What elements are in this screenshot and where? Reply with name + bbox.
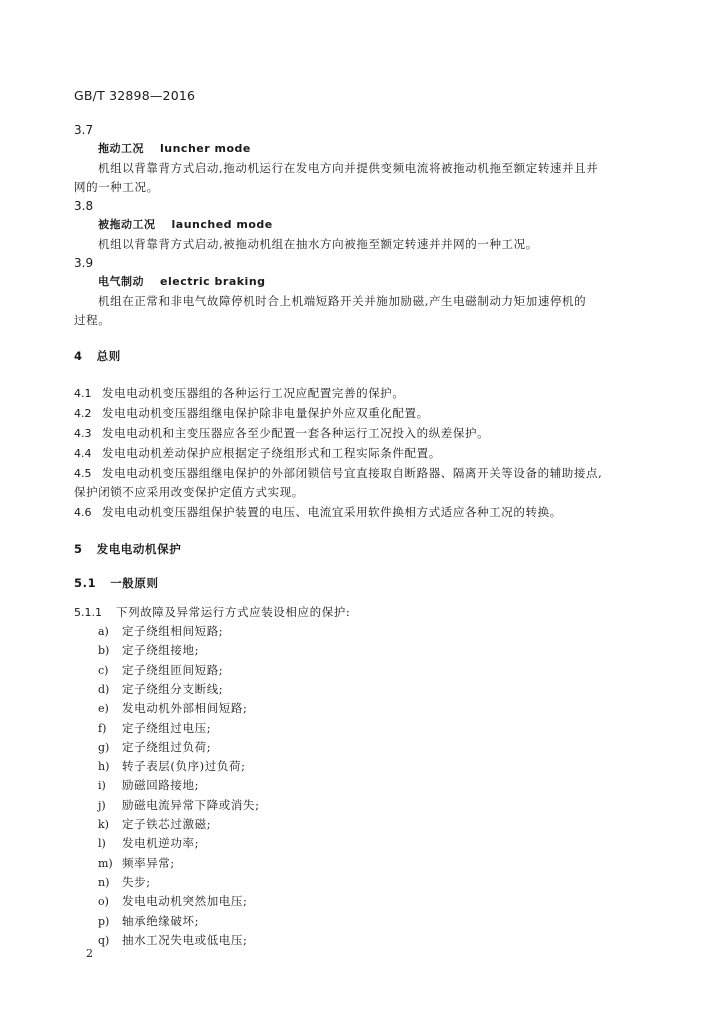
clause <box>74 605 350 620</box>
section-number: 5 <box>74 542 83 556</box>
list-item <box>98 817 211 832</box>
list-item-text: 频率异常; <box>122 855 175 870</box>
list-item-text: 定子绕组接地; <box>122 643 200 658</box>
list-item <box>98 933 247 948</box>
list-item <box>98 721 211 736</box>
list-item <box>98 798 260 813</box>
list-item-marker: c) <box>98 663 109 677</box>
list-item <box>98 875 151 890</box>
list-item-marker: e) <box>98 702 109 716</box>
rule-item <box>74 466 602 481</box>
list-item-marker: a) <box>98 625 109 638</box>
term-definition-line: 网的一种工况。 <box>74 180 159 194</box>
rule-number: 4.3 <box>74 427 92 440</box>
section-title: 总则 <box>96 349 121 363</box>
list-item-text: 失步; <box>122 874 151 889</box>
section-heading <box>74 349 121 363</box>
list-item-marker: i) <box>98 779 106 793</box>
section-number: 4 <box>74 349 83 363</box>
term-title-zh: 拖动工况 <box>98 142 144 155</box>
list-item-text: 励磁电流异常下降或消失; <box>122 797 260 812</box>
list-item-marker: k) <box>98 818 109 831</box>
term-definition-line: 机组在正常和非电气故障停机时合上机端短路开关并施加励磁,产生电磁制动力矩加速停机的 <box>98 294 587 308</box>
list-item-text: 抽水工况失电或低电压; <box>122 932 248 947</box>
list-item <box>98 836 199 851</box>
list-item-text: 励磁回路接地; <box>122 778 200 793</box>
list-item-text: 定子绕组相间短路; <box>122 624 224 638</box>
rule-number: 4.6 <box>74 506 92 519</box>
term-title <box>98 275 266 289</box>
rule-item <box>74 446 441 461</box>
rule-text: 发电电动机变压器组继电保护的外部闭锁信号宜直接取自断路器、隔离开关等设备的辅助接点, <box>102 466 603 480</box>
list-item-marker: f) <box>98 721 107 735</box>
list-item-text: 发电动机外部相间短路; <box>122 701 248 716</box>
rule-item <box>74 406 429 421</box>
section-heading <box>74 542 181 556</box>
list-item-text: 定子铁芯过激磁; <box>122 817 212 831</box>
rule-number: 4.4 <box>74 447 92 460</box>
section-title: 发电电动机保护 <box>96 542 182 556</box>
term-definition-line: 机组以背靠背方式启动,被拖动机组在抽水方向被拖至额定转速并并网的一种工况。 <box>98 237 538 251</box>
subsection-title: 一般原则 <box>110 576 159 590</box>
term-number: 3.8 <box>74 199 94 213</box>
rule-text-continuation: 保护闭锁不应采用改变保护定值方式实现。 <box>74 485 304 499</box>
list-item-marker: o) <box>98 895 109 909</box>
list-item-text: 定子绕组过电压; <box>122 720 212 735</box>
list-item-marker: p) <box>98 914 110 928</box>
list-item-text: 定子绕组分支断线; <box>122 681 224 696</box>
rule-item <box>74 505 562 520</box>
term-title-zh: 电气制动 <box>98 275 144 288</box>
standard-number: GB/T 32898—2016 <box>74 88 196 103</box>
list-item-marker: n) <box>98 875 110 889</box>
term-number: 3.7 <box>74 123 94 137</box>
list-item-marker: g) <box>98 740 110 754</box>
list-item <box>98 663 223 678</box>
subsection-number: 5.1 <box>74 576 97 590</box>
clause-number: 5.1.1 <box>74 606 102 619</box>
list-item-text: 转子表层(负序)过负荷; <box>122 759 246 774</box>
term-title <box>98 218 273 232</box>
list-item-text: 轴承绝缘破坏; <box>122 913 200 928</box>
term-title-en: luncher mode <box>160 142 251 155</box>
term-title <box>98 142 251 156</box>
rule-text: 发电电动机变压器组保护装置的电压、电流宜采用软件换相方式适应各种工况的转换。 <box>102 505 562 519</box>
rule-number: 4.1 <box>74 387 92 400</box>
term-number: 3.9 <box>74 256 94 270</box>
rule-text: 发电电动机和主变压器应各至少配置一套各种运行工况投入的纵差保护。 <box>102 426 490 440</box>
term-definition-line: 过程。 <box>74 313 111 327</box>
list-item <box>98 914 199 929</box>
clause-text: 下列故障及异常运行方式应装设相应的保护: <box>116 605 351 619</box>
rule-text: 发电电动机差动保护应根据定子绕组形式和工程实际条件配置。 <box>102 446 441 460</box>
rule-item <box>74 426 489 441</box>
rule-number: 4.2 <box>74 407 92 420</box>
list-item-text: 发电电动机突然加电压; <box>122 894 248 909</box>
list-item <box>98 624 223 639</box>
term-definition-line: 机组以背靠背方式启动,拖动机运行在发电方向并提供变频电流将被拖动机拖至额定转速并且并 <box>98 161 599 175</box>
rule-text: 发电电动机变压器组的各种运行工况应配置完善的保护。 <box>102 386 405 400</box>
list-item-marker: j) <box>98 798 106 812</box>
list-item-marker: h) <box>98 760 110 774</box>
list-item-text: 发电机逆功率; <box>122 836 200 851</box>
rule-item <box>74 386 405 401</box>
rule-number: 4.5 <box>74 467 92 480</box>
list-item <box>98 740 211 755</box>
list-item-marker: m) <box>98 856 113 870</box>
list-item-marker: l) <box>98 837 106 851</box>
list-item <box>98 682 223 697</box>
rule-text: 发电电动机变压器组继电保护除非电量保护外应双重化配置。 <box>102 406 429 420</box>
list-item <box>98 759 246 774</box>
list-item <box>98 701 247 716</box>
subsection-heading <box>74 576 159 590</box>
list-item-text: 定子绕组匝间短路; <box>122 662 224 677</box>
list-item-marker: q) <box>98 933 110 947</box>
page-number: 2 <box>86 947 94 960</box>
term-title-zh: 被拖动工况 <box>98 218 156 231</box>
list-item <box>98 894 247 909</box>
list-item-marker: d) <box>98 682 110 696</box>
list-item-text: 定子绕组过负荷; <box>122 739 212 754</box>
list-item <box>98 856 175 871</box>
list-item-marker: b) <box>98 644 110 658</box>
term-title-en: launched mode <box>171 218 273 231</box>
list-item <box>98 643 199 658</box>
term-title-en: electric braking <box>160 275 266 288</box>
list-item <box>98 778 199 793</box>
